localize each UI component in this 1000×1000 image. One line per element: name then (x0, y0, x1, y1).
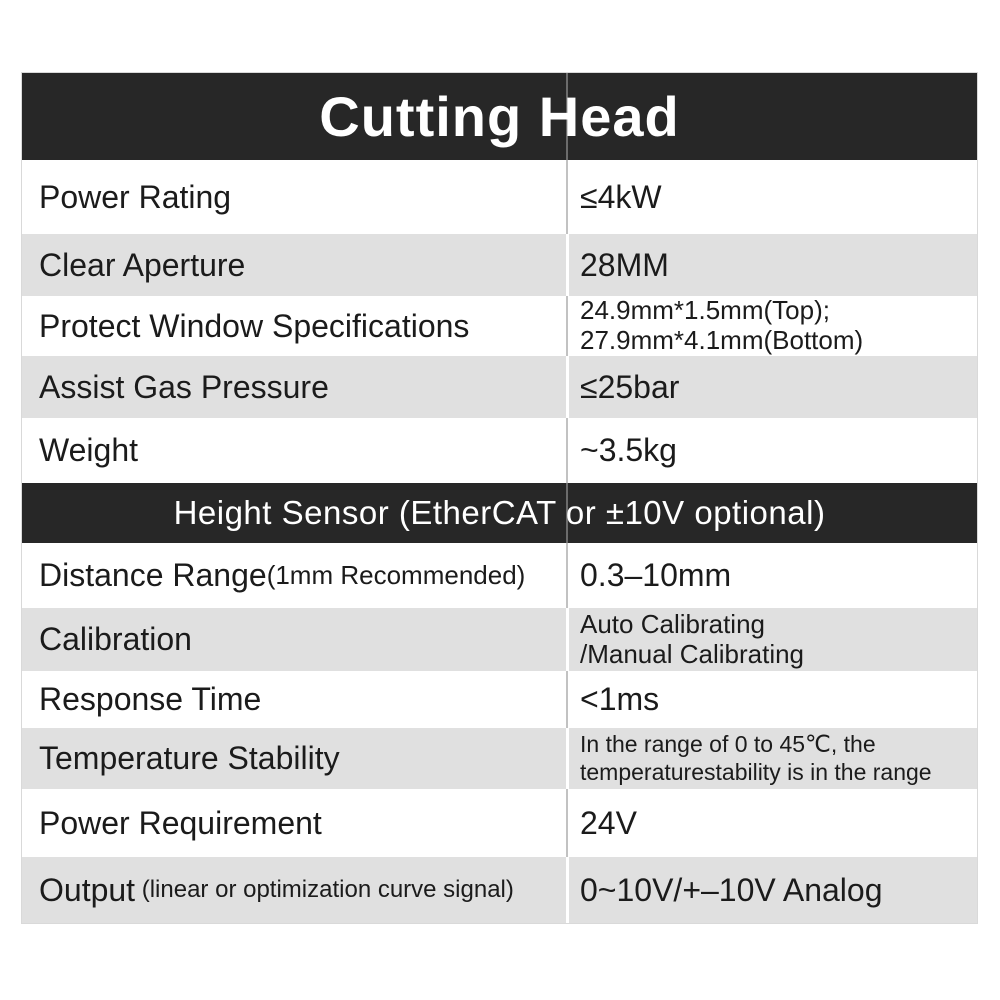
spec-value-temperature-stability: In the range of 0 to 45℃, the temperaturestability is in the range (566, 728, 977, 789)
spec-value-calibration: Auto Calibrating /Manual Calibrating (566, 608, 977, 671)
header-cutting-head (22, 73, 977, 160)
spec-label-weight: Weight (39, 432, 139, 468)
row-output (22, 857, 977, 923)
spec-label-clear-aperture: Clear Aperture (39, 246, 246, 283)
spec-value-output: 0~10V/+–10V Analog (566, 857, 977, 923)
row-response-time (22, 671, 977, 728)
spec-value-response-time: <1ms (566, 671, 977, 728)
spec-value-assist-gas: ≤25bar (566, 356, 977, 418)
spec-label-response-time: Response Time (39, 681, 262, 717)
spec-label-power-rating: Power Rating (39, 178, 232, 215)
row-temperature-stability (22, 728, 977, 789)
spec-value-power-rating: ≤4kW (566, 160, 977, 234)
spec-value-distance-range: 0.3–10mm (566, 543, 977, 608)
spec-label-assist-gas: Assist Gas Pressure (39, 368, 329, 405)
row-weight (22, 418, 977, 483)
row-assist-gas (22, 356, 977, 418)
spec-label-protect-window: Protect Window Specifications (39, 307, 470, 344)
row-clear-aperture (22, 234, 977, 296)
row-power-requirement (22, 789, 977, 857)
row-power-rating (22, 160, 977, 234)
spec-value-weight: ~3.5kg (566, 418, 977, 483)
header-height-sensor (22, 483, 977, 543)
section-title: Cutting Head (319, 85, 680, 148)
spec-label-calibration: Calibration (39, 621, 192, 657)
spec-value-clear-aperture: 28MM (566, 234, 977, 296)
row-distance-range (22, 543, 977, 608)
row-protect-window (22, 296, 977, 356)
spec-value-power-requirement: 24V (566, 789, 977, 857)
spec-table (21, 72, 978, 924)
row-calibration (22, 608, 977, 671)
spec-label-power-requirement: Power Requirement (39, 804, 322, 841)
spec-label-output: Output (linear or optimization curve signal) (39, 871, 514, 908)
section-title: Height Sensor (EtherCAT or ±10V optional) (173, 494, 826, 531)
spec-label-distance-range: Distance Range (1mm Recommended) (39, 557, 526, 593)
spec-value-protect-window: 24.9mm*1.5mm(Top); 27.9mm*4.1mm(Bottom) (566, 296, 977, 356)
spec-label-temperature-stability: Temperature Stability (39, 740, 340, 776)
